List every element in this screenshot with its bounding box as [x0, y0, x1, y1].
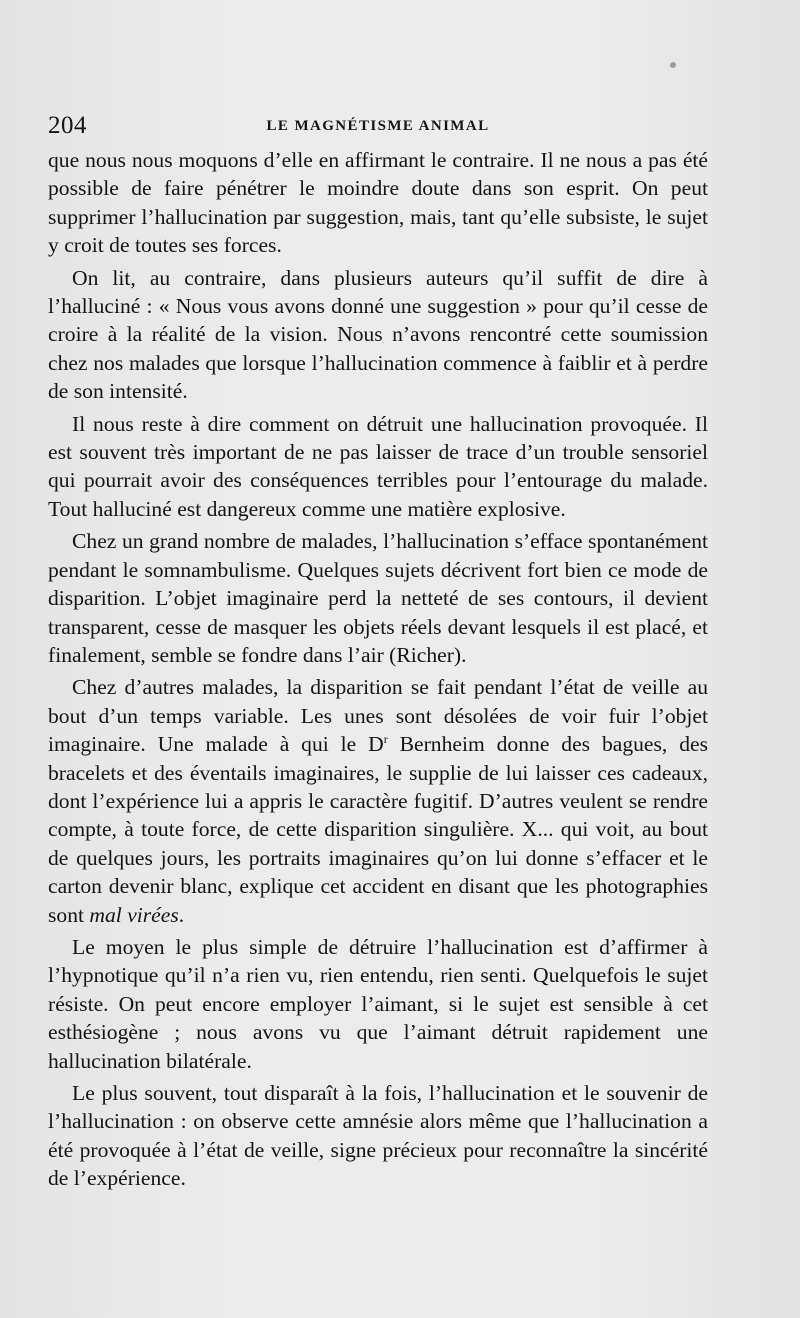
body-text: [48, 146, 708, 1193]
paragraph-text: Chez d’autres malades, la disparition se fait pendant l’état de veille au bout d’un temps variable. Les unes sont désolées de voir fuir l’objet imaginaire. Une malade à qui le D: [48, 675, 708, 757]
paragraph: On lit, au contraire, dans plusieurs auteurs qu’il suffit de dire à l’halluciné : « Nous vous avons donné une suggestion » pour qu’il cesse de croire à la réalité de la vision. Nous n’avons rencontré cette soumission chez nos malades que lorsque l’hallucination commence à faiblir et à perdre de son intensité.: [48, 265, 708, 404]
paragraph: Chez un grand nombre de malades, l’hallucination s’efface spontanément pendant le somnambulisme. Quelques sujets décrivent fort bien ce mode de disparition. L’objet imaginaire perd la netteté de ses contours, il devient transparent, cesse de masquer les objets réels devant lesquels il est placé, et finalement, semble se fondre dans l’air (Richer).: [48, 529, 708, 667]
paragraph-text: .: [178, 902, 185, 927]
paragraph: [48, 673, 708, 929]
paragraph: Le plus souvent, tout disparaît à la fois, l’hallucination et le souvenir de l’hallucination : on observe cette amnésie alors même que l’hallucination a été provoquée à l’état de veille, signe précieux pour reconnaître la sincérité de l’expérience.: [48, 1081, 708, 1191]
paragraph: Il nous reste à dire comment on détruit une hallucination provoquée. Il est souvent très important de ne pas laisser de trace d’un trouble sensoriel qui pourrait avoir des conséquences terribles pour l’entourage du malade. Tout halluciné est dangereux comme une matière explosive.: [48, 411, 708, 521]
paragraph: Le moyen le plus simple de détruire l’hallucination est d’affirmer à l’hypnotique qu’il n’a rien vu, rien entendu, rien senti. Quelquefois le sujet résiste. On peut encore employer l’aimant, si le sujet est sensible à cet esthésiogène ; nous avons vu que l’aimant détruit rapidement une hallucination bilatérale.: [48, 934, 708, 1073]
paper-speck: [670, 62, 676, 68]
italic-phrase: mal virées: [89, 902, 179, 927]
paragraph: que nous nous moquons d’elle en affirmant le contraire. Il ne nous a pas été possible de faire pénétrer le moindre doute dans son esprit. On peut supprimer l’hallucination par suggestion, mais, tant qu’elle subsiste, le sujet y croit de toutes ses forces.: [48, 148, 708, 258]
superscript: r: [383, 731, 388, 746]
page-number: 204: [48, 112, 87, 139]
paragraph-text: Bernheim donne des bagues, des bracelets et des éventails imaginaires, le supplie de lui laisser ces cadeaux, dont l’expérience lui a appris le caractère fugitif. D’autres veulent se rendre compte, à toute force, de cette disparition singulière. X... qui voit, au bout de quelques jours, les portraits imaginaires qu’on lui donne s’effacer et le carton devenir blanc, explique cet accident en disant que les photographies sont: [48, 732, 708, 927]
page-header: [48, 112, 708, 146]
running-title: LE MAGNÉTISME ANIMAL: [266, 118, 490, 134]
